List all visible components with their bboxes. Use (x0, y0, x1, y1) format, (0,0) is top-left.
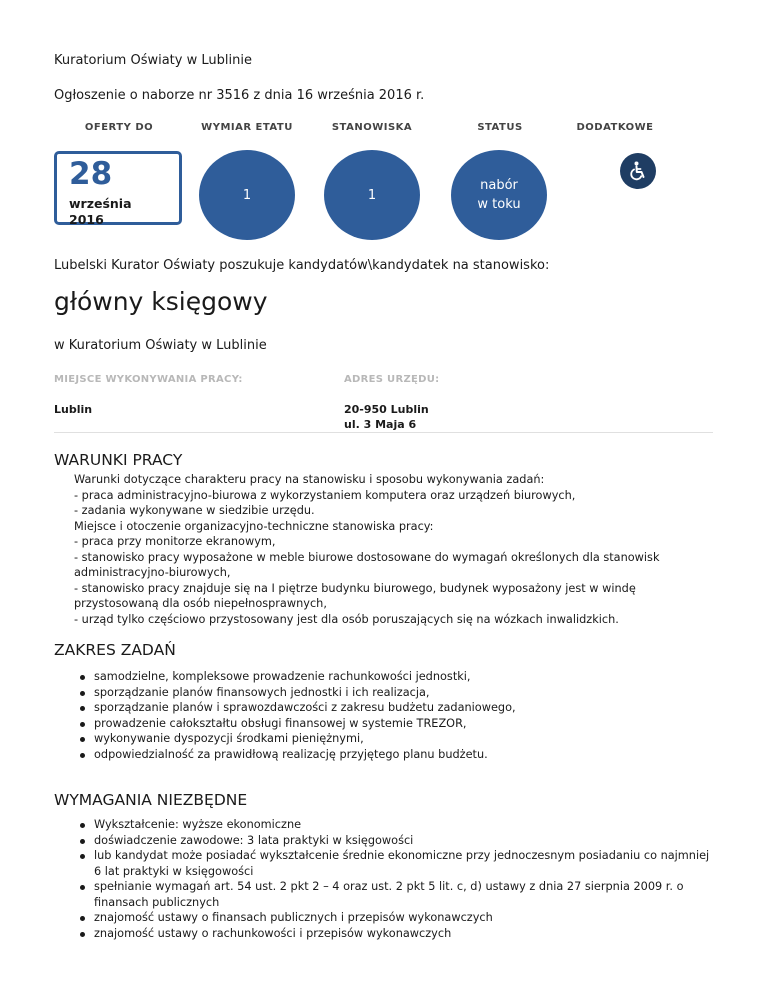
divider (54, 432, 713, 433)
list-item-text: znajomość ustawy o rachunkowości i przepisów wykonawczych (94, 926, 452, 940)
status-header: STATUS (477, 122, 523, 133)
duties-heading: ZAKRES ZADAŃ (54, 641, 176, 659)
list-item-text: Wykształcenie: wyższe ekonomiczne (94, 818, 302, 831)
list-item (74, 848, 709, 879)
positions-circle (324, 150, 420, 240)
list-item (74, 817, 709, 833)
address-line-2: ul. 3 Maja 6 (344, 418, 417, 431)
list-item-text: finansach publicznych (94, 895, 220, 909)
list-item-text: lub kandydat może posiadać wykształcenie średnie ekonomiczne przy jednoczesnym posiadaniu co najmniej (94, 849, 710, 862)
list-item-text: doświadczenie zawodowe: 3 lata praktyki w księgowości (94, 833, 414, 847)
list-item: wykonywanie dyspozycji środkami pieniężnymi, (74, 731, 516, 747)
address-line-1: 20-950 Lublin (344, 403, 429, 416)
duties-list (74, 669, 516, 762)
list-item-text: znajomość ustawy o finansach publicznych i przepisów wykonawczych (94, 911, 493, 924)
conditions-line: - praca przy monitorze ekranowym, (74, 535, 276, 548)
fte-circle (199, 150, 295, 240)
conditions-line: - zadania wykonywane w siedzibie urzędu. (74, 504, 315, 517)
announcement-title: Ogłoszenie o naborze nr 3516 z dnia 16 września 2016 r. (54, 88, 425, 103)
list-item (74, 879, 709, 910)
list-item (74, 910, 709, 926)
status-circle (451, 150, 547, 240)
conditions-heading: WARUNKI PRACY (54, 451, 183, 469)
positions-value: 1 (367, 187, 377, 203)
conditions-line: Miejsce i otoczenie organizacyjno-techniczne stanowiska pracy: (74, 519, 434, 533)
requirements-heading: WYMAGANIA NIEZBĘDNE (54, 791, 248, 809)
conditions-line: Warunki dotyczące charakteru pracy na stanowisku i sposobu wykonywania zadań: (74, 473, 545, 486)
list-item: samodzielne, kompleksowe prowadzenie rachunkowości jednostki, (74, 669, 516, 685)
list-item (74, 926, 709, 942)
conditions-line: - praca administracyjno-biurowa z wykorzystaniem komputera oraz urządzeń biurowych, (74, 488, 576, 502)
list-item: odpowiedzialność za prawidłową realizację przyjętego planu budżetu. (74, 747, 516, 763)
positions-header: STANOWISKA (331, 122, 413, 133)
organization-name: Kuratorium Oświaty w Lublinie (54, 53, 252, 68)
requirements-list (74, 817, 709, 941)
fte-value: 1 (242, 187, 252, 203)
list-item: prowadzenie całokształtu obsługi finansowej w systemie TREZOR, (74, 716, 516, 732)
workplace-label: MIEJSCE WYKONYWANIA PRACY: (54, 374, 243, 385)
wheelchair-icon (620, 153, 656, 189)
list-item: sporządzanie planów i sprawozdawczości z zakresu budżetu zadaniowego, (74, 700, 516, 716)
deadline-day: 28 (69, 156, 113, 192)
status-line-2: w toku (477, 197, 521, 212)
list-item-text: 6 lat praktyki w księgowości (94, 864, 254, 878)
deadline-year: 2016 (69, 212, 104, 227)
deadline-header: OFERTY DO (84, 122, 154, 133)
fte-header: WYMIAR ETATU (201, 122, 293, 133)
conditions-text (74, 472, 659, 627)
workplace-value: Lublin (54, 403, 93, 416)
list-item: sporządzanie planów finansowych jednostki i ich realizacja, (74, 685, 516, 701)
deadline-date-box (54, 151, 182, 225)
status-line-1: nabór (480, 178, 518, 193)
conditions-line: przystosowaną dla osób niepełnosprawnych, (74, 597, 327, 610)
conditions-line: - urząd tylko częściowo przystosowany jest dla osób poruszających się na wózkach inwalidzkich. (74, 612, 619, 626)
address-label: ADRES URZĘDU: (344, 374, 440, 385)
conditions-line: administracyjno-biurowych, (74, 566, 231, 579)
position-place: w Kuratorium Oświaty w Lublinie (54, 338, 267, 353)
extra-header: DODATKOWE (576, 122, 654, 133)
conditions-line: - stanowisko pracy wyposażone w meble biurowe dostosowane do wymagań określonych dla stanowisk (74, 550, 660, 564)
intro-text: Lubelski Kurator Oświaty poszukuje kandydatów\kandydatek na stanowisko: (54, 258, 550, 273)
list-item (74, 833, 709, 849)
position-title: główny księgowy (54, 287, 268, 316)
list-item-text: spełnianie wymagań art. 54 ust. 2 pkt 2 – 4 oraz ust. 2 pkt 5 lit. c, d) ustawy z dnia 27 sierpnia 2009 r. o (94, 880, 684, 893)
conditions-line: - stanowisko pracy znajduje się na I piętrze budynku biurowego, budynek wyposażony jest w windę (74, 581, 636, 595)
deadline-month: września (69, 196, 132, 211)
